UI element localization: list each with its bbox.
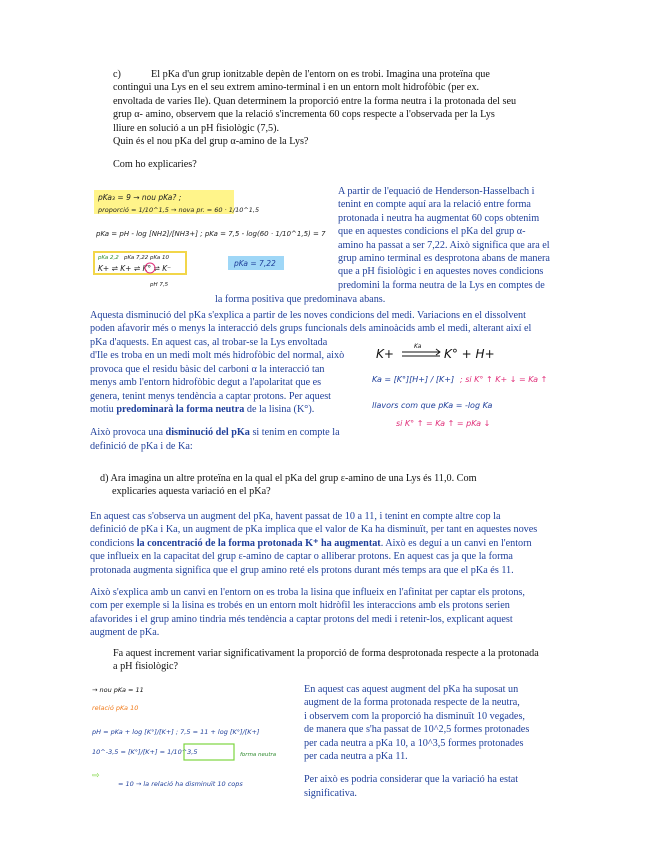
answer-e-line: augment de la forma protonada respecte de la neutra, xyxy=(304,697,520,709)
bold-text: disminució del pKa xyxy=(165,427,250,439)
answer-c1-line: protonada i neutra ha augmentat 60 cops obtenim xyxy=(338,212,540,224)
bold-text: predominarà la forma neutra xyxy=(116,404,245,416)
hw1-line-b: proporció = 1/10^1,5 → nova pr. = 60 · 1/10^1,5 xyxy=(98,206,260,214)
answer-c2-line: provoca que el residu bàsic del carboni α la interacció tan xyxy=(90,363,325,375)
handwritten-calculation-2 xyxy=(368,340,568,435)
answer-c2-line: pKa d'aquests. En aquest cas, al trobar-se la Lys envoltada xyxy=(90,337,328,348)
hw2-eq-left: K+ xyxy=(376,347,394,361)
answer-d-part2 xyxy=(90,586,564,640)
hw1-line-d2: pKa 2,2 xyxy=(98,255,119,261)
text-span: de la lisina (K°). xyxy=(244,404,315,416)
answer-e-line: i observem com la proporció ha disminuït 10 vegades, xyxy=(304,710,525,722)
question-e xyxy=(113,647,563,674)
text-span: motiu xyxy=(90,404,117,416)
hw2-eq-right: K° + H+ xyxy=(444,347,495,361)
text-span: Això provoca una xyxy=(90,427,166,439)
handwritten-calculation-3 xyxy=(88,682,300,807)
answer-c1-last-line: la forma positiva que predominava abans. xyxy=(215,294,386,305)
question-c-line5: lliure en solució a un pH fisiològic (7,5). xyxy=(113,122,280,134)
answer-e-line: de manera que s'ha passat de 10^2,5 formes protonades xyxy=(304,724,530,736)
hw1-result: pKa = 7,22 xyxy=(234,259,276,268)
question-d xyxy=(100,472,560,499)
answer-d1-line4: que influeix en la capacitat del grup ε-amino de captar o alliberar protons. En aquest cas ja que la forma xyxy=(90,551,513,563)
answer-c2-line: genera, tenint menys tendència a captar protons. Per aquest xyxy=(90,390,332,402)
answer-c2-line: menys amb l'entorn hidrofòbic degut a l'apolaritat que es xyxy=(90,377,322,389)
arrow-icon: ⇨ xyxy=(92,771,100,781)
question-e-line2: a pH fisiològic? xyxy=(113,661,179,673)
question-c-line7: Com ho explicaries? xyxy=(113,159,197,171)
answer-d2-line: Això s'explica amb un canvi en l'entorn on es troba la lisina que influeix en l'afinitat per captar els protons, xyxy=(90,587,525,598)
answer-d1-line3 xyxy=(90,537,564,550)
hw3-line-b: relació pKa 10 xyxy=(92,704,139,712)
text-span: condicions xyxy=(90,537,137,549)
answer-d1-line2: definició de pKa i Ka, un augment de pKa implica que el valor de Ka ha disminuït, per tant en aquestes noves xyxy=(90,524,538,536)
hw1-line-d: pKa 7,22 pKa 10 xyxy=(124,255,170,261)
question-d-line2: explicaries aquesta variació en el pKa? xyxy=(112,486,271,498)
hw1-line-e: K+ ⇌ K+ ⇌ K° ⇌ K⁻ xyxy=(98,264,172,273)
question-c-line3: envoltada de varies Ile). Quan determinem la proporció entre la forma neutra i la protonada del seu xyxy=(113,95,517,107)
hw2-ka-def: Ka = [K°][H+] / [K+] xyxy=(372,375,455,384)
answer-d2-line: afavorides i el grup amino tindria més tendència a captar protons del medi i retenir-los, explicant aquest xyxy=(90,613,513,625)
answer-d2-line: augment de pKa. xyxy=(90,627,160,639)
answer-c1-line: tenint en compte aquí ara la relació entre forma xyxy=(338,199,531,211)
answer-e-line: En aquest cas aquest augment del pKa ha suposat un xyxy=(304,684,519,695)
hw2-eq-arrow-label: Ka xyxy=(414,343,422,350)
hw2-line4: si K° ↑ = Ka ↑ = pKa ↓ xyxy=(396,419,491,428)
hw1-line-a: pKa₃ = 9 → nou pKa? ; xyxy=(98,193,182,202)
answer-c1-line: grup amino terminal es desprotona abans de manera xyxy=(338,253,550,265)
answer-c2-line: d'Ile es troba en un medi molt més hidrofòbic del normal, això xyxy=(90,350,345,362)
hw3-line-a: → nou pKa = 11 xyxy=(92,686,144,694)
question-c-line1: El pKa d'un grup ionitzable depèn de l'entorn on es trobi. Imagina una proteïna que xyxy=(151,69,490,80)
hw2-line3: llavors com que pKa = -log Ka xyxy=(372,401,493,410)
answer-d-part1 xyxy=(90,510,564,577)
hw3-line-e: forma neutra xyxy=(240,752,277,758)
answer-c-part1 xyxy=(338,185,564,292)
answer-c-part2 xyxy=(90,309,564,336)
answer-c2-last-line xyxy=(90,403,362,416)
answer-e-p2-line1: Per això es podria considerar que la variació ha estat xyxy=(304,774,519,786)
answer-c-part2-left xyxy=(90,336,362,453)
question-c-line4: grup α- amino, observem que la relació s'incrementa 60 cops respecte a l'observada per la Lys xyxy=(113,109,495,121)
hw1-line-f: pH 7,5 xyxy=(150,282,169,288)
answer-c1-line: A partir de l'equació de Henderson-Hasselbach i xyxy=(338,186,535,197)
answer-e xyxy=(304,683,566,800)
answer-c2-p3 xyxy=(90,426,362,439)
answer-c2-line: poden afavorir més o menys la interacció dels grups funcionals dels aminoàcids amb el medi, alterant així el xyxy=(90,323,532,335)
text-span: si tenim en compte la xyxy=(249,427,340,439)
text-span: . Això es deguí a un canvi en l'entorn xyxy=(380,537,532,549)
answer-e-line: per cada neutra a pKa 11. xyxy=(304,751,408,763)
question-c-line2: contingui una Lys en el seu extrem amino-terminal i en un entorn molt hidrofòbic (per ex. xyxy=(113,82,480,94)
answer-c2-p3-line2: definició de pKa i de Ka: xyxy=(90,440,193,452)
question-c-line6: Quin és el nou pKa del grup α-amino de la Lys? xyxy=(113,136,309,148)
question-c xyxy=(113,68,541,172)
answer-d2-line: com per exemple si la lisina es trobés en un entorn molt hidròfil les interaccions amb els protons serien xyxy=(90,600,510,612)
hw1-line-c: pKa = pH - log [NH2]/[NH3+] ; pKa = 7,5 - log(60 · 1/10^1,5) = 7 xyxy=(96,230,326,238)
bold-text: la concentració de la forma protonada K⁺ ha augmentat xyxy=(136,537,381,549)
answer-c1-line: que a pH fisiològic i en aquestes noves condicions xyxy=(338,266,544,278)
question-d-line1: d) Ara imagina un altre proteïna en la qual el pKa del grup ε-amino de una Lys és 11,0. Com xyxy=(100,473,477,484)
answer-e-line: per cada neutra a pKa 10, a 10^3,5 formes protonades xyxy=(304,737,524,749)
hw2-ka-note: ; si K° ↑ K+ ↓ = Ka ↑ xyxy=(460,375,548,384)
hw3-line-c: pH = pKa + log [K°]/[K+] ; 7,5 = 11 + log [K°]/[K+] xyxy=(92,728,260,736)
answer-c1-line: predomini la forma neutra de la Lys en comptes de xyxy=(338,279,545,291)
answer-e-p2-line2: significativa. xyxy=(304,787,357,799)
handwritten-calculation-1 xyxy=(88,188,338,293)
answer-d1-line5: protonada augmenta significa que el grup amino reté els protons durant més temps ara que el pKa és 11. xyxy=(90,564,514,576)
answer-c1-line: que en aquestes condicions el pKa del grup α- xyxy=(338,226,526,238)
question-c-label: c) xyxy=(113,69,121,80)
answer-c2-line: Aquesta disminució del pKa s'explica a partir de les noves condicions del medi. Variacions en el dissolvent xyxy=(90,310,526,321)
hw3-line-f: = 10 → la relació ha disminuït 10 cops xyxy=(118,780,243,788)
question-e-line1: Fa aquest increment variar significativament la proporció de forma desprotonada respecte a la protonada xyxy=(113,648,539,659)
answer-d1-line1: En aquest cas s'observa un augment del pKa, havent passat de 10 a 11, i tenint en compte altre cop la xyxy=(90,511,501,522)
hw3-line-d: 10^-3,5 = [K°]/[K+] = 1/10^3,5 xyxy=(92,748,198,756)
answer-c1-line: amino ha passat a ser 7,22. Això significa que ara el xyxy=(338,239,550,251)
